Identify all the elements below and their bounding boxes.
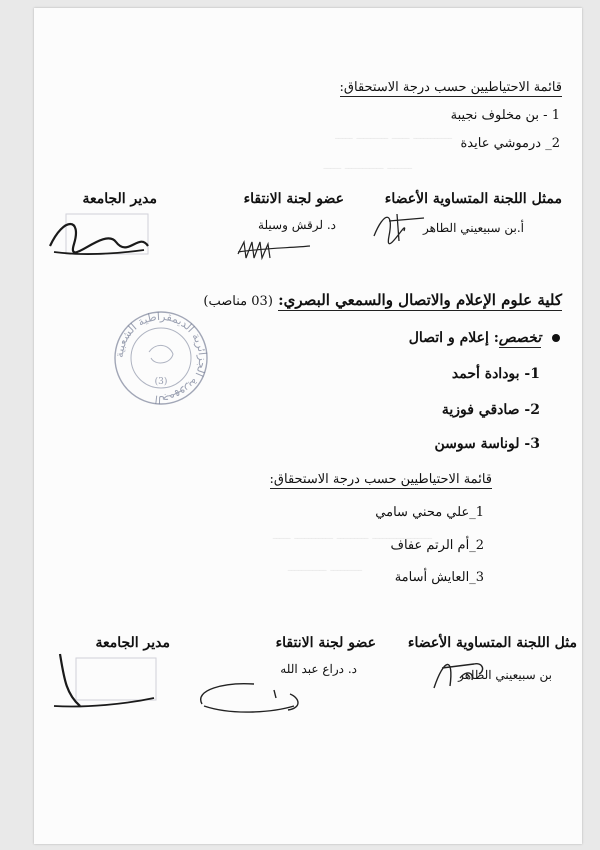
stamp-center-text: (3) xyxy=(154,377,168,387)
selection-member-title: عضو لجنة الانتقاء xyxy=(275,635,376,651)
positions-count: (03 مناصب) xyxy=(203,294,273,309)
committee-rep-title: ممثل اللجنة المتساوية الأعضاء xyxy=(384,191,562,207)
specialty-value: : إعلام و اتصال xyxy=(408,330,499,346)
signature-director-2 xyxy=(46,648,161,713)
director-title: مدير الجامعة xyxy=(82,191,157,207)
reserve-item: 1_علي محني سامي xyxy=(375,505,484,520)
reserve-item: 2_ درموشي عايدة xyxy=(460,136,560,151)
bleed-through-text: ـــــــــــ ـــــ ـــــــــ ـــــ xyxy=(335,128,452,142)
signature-member-2 xyxy=(184,676,334,721)
reserve-item: 2_أم الرتم عفاف xyxy=(390,538,484,553)
selection-member-title: عضو لجنة الانتقاء xyxy=(243,191,344,207)
bullet-icon xyxy=(552,334,560,342)
bleed-through-text: ـــــــــــــــــ ـــــــــ ـــــــــــ ـــــ xyxy=(272,528,432,542)
official-stamp xyxy=(111,308,211,408)
specialty-label: تخصص xyxy=(498,330,542,346)
selection-member-name: د. لرقش وسيلة xyxy=(258,218,336,232)
signature-committee-1 xyxy=(369,206,429,248)
winner-item: 3- لوناسة سوسن xyxy=(434,436,540,452)
bleed-through-text: ـــــــــ ـــــــــــ xyxy=(287,560,362,574)
director-title: مدير الجامعة xyxy=(95,635,170,651)
reserves-heading-2: قائمة الاحتياطيين حسب درجة الاستحقاق: xyxy=(269,472,492,487)
selection-member-name: د. دراع عبد الله xyxy=(280,662,357,676)
bleed-through-text: ـــــــ ـــــــــــ ـــــ xyxy=(323,158,412,172)
faculty-heading xyxy=(203,291,562,309)
winner-item: 1- بودادة أحمد xyxy=(451,366,540,382)
stamp-arc-text: الجمهورية الجزائرية الديمقراطية الشعبية xyxy=(112,309,210,407)
signature-director-1 xyxy=(44,206,154,266)
committee-rep-name: بن سبيعيني الطاهر xyxy=(458,668,552,682)
specialty-line xyxy=(409,330,560,346)
reserve-item: 1 - بن مخلوف نجيبة xyxy=(450,108,560,123)
document-page xyxy=(34,8,582,844)
committee-rep-title: مثل اللجنة المتساوية الأعضاء xyxy=(407,635,577,651)
reserve-item: 3_العايش أسامة xyxy=(394,570,484,585)
signature-member-1 xyxy=(234,234,314,266)
signature-committee-2 xyxy=(424,648,494,698)
faculty-title: كلية علوم الإعلام والاتصال والسمعي البصري: xyxy=(278,291,562,309)
committee-rep-name: أ.بن سبيعيني الطاهر xyxy=(422,221,524,235)
reserves-heading-1: قائمة الاحتياطيين حسب درجة الاستحقاق: xyxy=(339,80,562,95)
winner-item: 2- صادقي فوزية xyxy=(441,402,540,418)
